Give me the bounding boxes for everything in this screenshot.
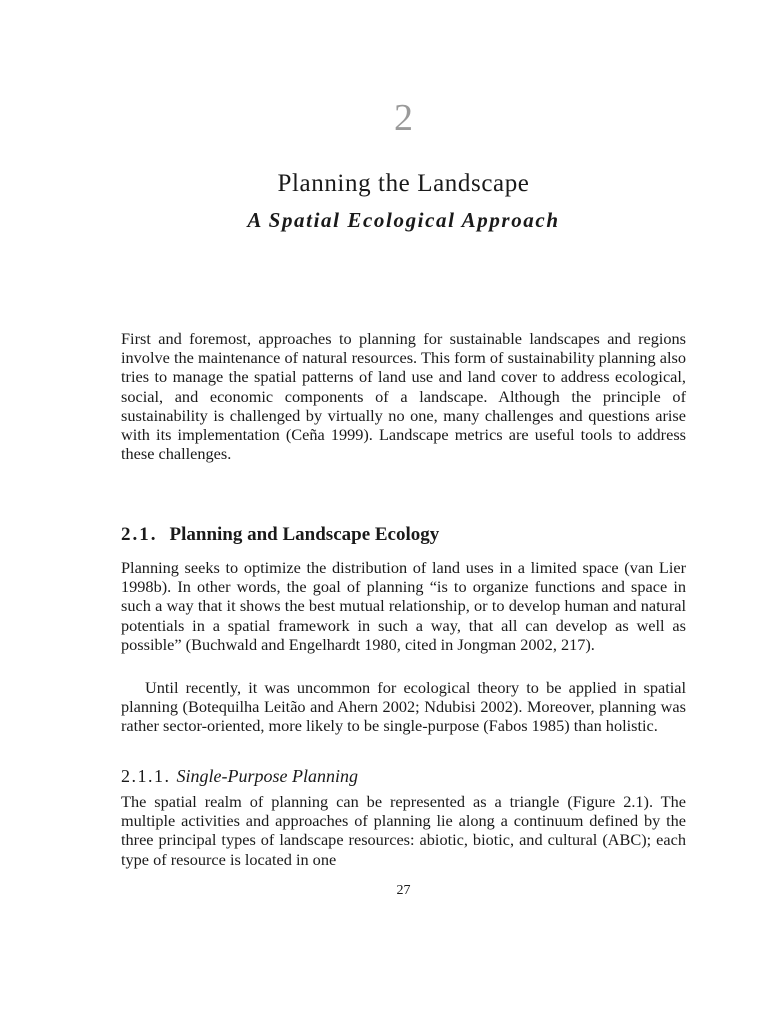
section-title: Planning and Landscape Ecology — [169, 524, 440, 545]
subsection-heading — [121, 764, 686, 788]
section-paragraph-1: Planning seeks to optimize the distribution of land uses in a limited space (van Lier 1998b). In other words, the goal of planning “is to organize functions and space in such a way that it shows the best mutual relationship, or to develop human and natural potentials in a spatial framework in such a way, that all can develop as well as possible” (Buchwald and Engelhardt 1980, cited in Jongman 2002, 217). — [121, 558, 686, 654]
section-heading — [121, 522, 686, 548]
section-paragraph-2: Until recently, it was uncommon for ecological theory to be applied in spatial planning (Botequilha Leitão and Ahern 2002; Ndubisi 2002). Moreover, planning was rather sector-oriented, more likely to be single-purpose (Fabos 1985) than holistic. — [121, 678, 686, 736]
subsection-paragraph-1: The spatial realm of planning can be represented as a triangle (Figure 2.1). The multiple activities and approaches of planning lie along a continuum defined by the three principal types of landscape resources: abiotic, biotic, and cultural (ABC); each type of resource is located in one — [121, 792, 686, 869]
subsection-number: 2.1.1. — [121, 766, 171, 786]
subsection-title: Single-Purpose Planning — [176, 766, 358, 786]
chapter-subtitle: A Spatial Ecological Approach — [247, 208, 560, 232]
chapter-number: 2 — [394, 97, 413, 139]
intro-paragraph: First and foremost, approaches to planning for sustainable landscapes and regions involve the maintenance of natural resources. This form of sustainability planning also tries to manage the spatial patterns of land use and land cover to address ecological, social, and economic components of a landscape. Although the principle of sustainability is challenged by virtually no one, many challenges and questions arise with its implementation (Ceña 1999). Landscape metrics are useful tools to address these challenges. — [121, 329, 686, 464]
chapter-title: Planning the Landscape — [277, 170, 530, 197]
section-number: 2.1. — [121, 524, 158, 545]
page-number: 27 — [396, 883, 411, 898]
